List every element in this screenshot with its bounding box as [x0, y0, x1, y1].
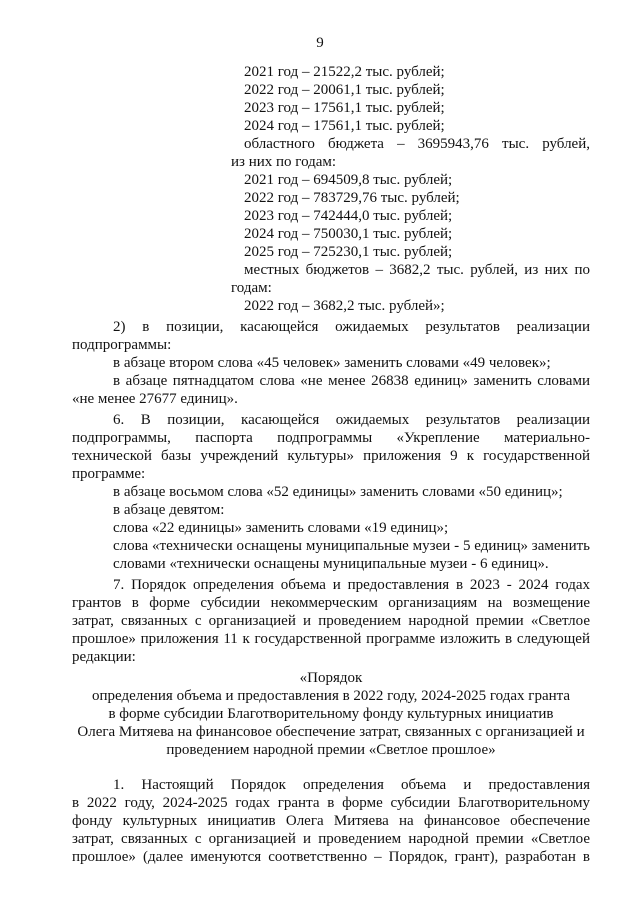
- heading-line: проведением народной премии «Светлое прошлое»: [166, 742, 496, 758]
- heading-line: Олега Митяева на финансовое обеспечение затрат, связанных с организацией и: [77, 724, 585, 740]
- text-line: 7. Порядок определения объема и предоставления в 2023 - 2024 годах: [113, 577, 590, 593]
- text-line: 2024 год – 17561,1 тыс. рублей;: [244, 118, 445, 134]
- text-line: 2023 год – 742444,0 тыс. рублей;: [244, 208, 453, 224]
- text-line: 2024 год – 750030,1 тыс. рублей;: [244, 226, 453, 242]
- text-line: прошлое» (далее именуются соответственно – Порядок, грант), разработан в: [72, 849, 590, 865]
- text-line: 2023 год – 17561,1 тыс. рублей;: [244, 100, 445, 116]
- page-number: 9: [316, 35, 324, 51]
- text-line: программе:: [72, 466, 146, 482]
- text-line: 2021 год – 694509,8 тыс. рублей;: [244, 172, 453, 188]
- text-line: 1. Настоящий Порядок определения объема и предоставления: [113, 777, 590, 793]
- text-line: технической базы учреждений культуры» приложения 9 к государственной: [72, 448, 590, 464]
- text-line: 6. В позиции, касающейся ожидаемых результатов реализации: [113, 412, 590, 428]
- text-line: «не менее 27677 единиц».: [72, 391, 238, 407]
- text-line: областного бюджета – 3695943,76 тыс. рублей,: [244, 136, 590, 152]
- text-line: грантов в форме субсидии некоммерческим организациям на возмещение: [72, 595, 590, 611]
- text-line: в абзаце восьмом слова «52 единицы» заменить словами «50 единиц»;: [113, 484, 563, 500]
- text-line: затрат, связанных с организацией и проведением народной премии «Светлое: [72, 613, 590, 629]
- text-line: из них по годам:: [231, 154, 337, 170]
- text-line: в абзаце пятнадцатом слова «не менее 26838 единиц» заменить словами: [113, 373, 590, 389]
- heading-line: определения объема и предоставления в 2022 году, 2024-2025 годах гранта: [91, 688, 571, 704]
- text-line: редакции:: [72, 649, 136, 665]
- text-line: 2022 год – 20061,1 тыс. рублей;: [244, 82, 445, 98]
- text-line: в абзаце девятом:: [113, 502, 225, 518]
- text-line: в абзаце втором слова «45 человек» заменить словами «49 человек»;: [113, 355, 551, 371]
- text-line: 2021 год – 21522,2 тыс. рублей;: [244, 64, 445, 80]
- text-line: 2022 год – 783729,76 тыс. рублей;: [244, 190, 460, 206]
- text-line: годам:: [231, 280, 272, 296]
- text-line: подпрограммы:: [72, 337, 172, 353]
- heading-line: «Порядок: [299, 670, 363, 686]
- text-line: слова «22 единицы» заменить словами «19 единиц»;: [113, 520, 449, 536]
- text-line: в 2022 году, 2024-2025 годах гранта в форме субсидии Благотворительному: [72, 795, 590, 811]
- text-line: словами «технически оснащены муниципальные музеи - 6 единиц».: [113, 556, 549, 572]
- text-line: 2025 год – 725230,1 тыс. рублей;: [244, 244, 453, 260]
- text-line: фонду культурных инициатив Олега Митяева на финансовое обеспечение: [72, 813, 590, 829]
- text-line: прошлое» приложения 11 к государственной программе изложить в следующей: [72, 631, 590, 647]
- text-line: 2) в позиции, касающейся ожидаемых результатов реализации: [113, 319, 590, 335]
- text-line: подпрограммы, паспорта подпрограммы «Укрепление материально-: [72, 430, 590, 446]
- heading-line: в форме субсидии Благотворительному фонду культурных инициатив: [108, 706, 554, 722]
- text-line: местных бюджетов – 3682,2 тыс. рублей, из них по: [244, 262, 590, 278]
- text-line: затрат, связанных с организацией и проведением народной премии «Светлое: [72, 831, 590, 847]
- text-line: слова «технически оснащены муниципальные музеи - 5 единиц» заменить: [113, 538, 590, 554]
- text-line: 2022 год – 3682,2 тыс. рублей»;: [244, 298, 445, 314]
